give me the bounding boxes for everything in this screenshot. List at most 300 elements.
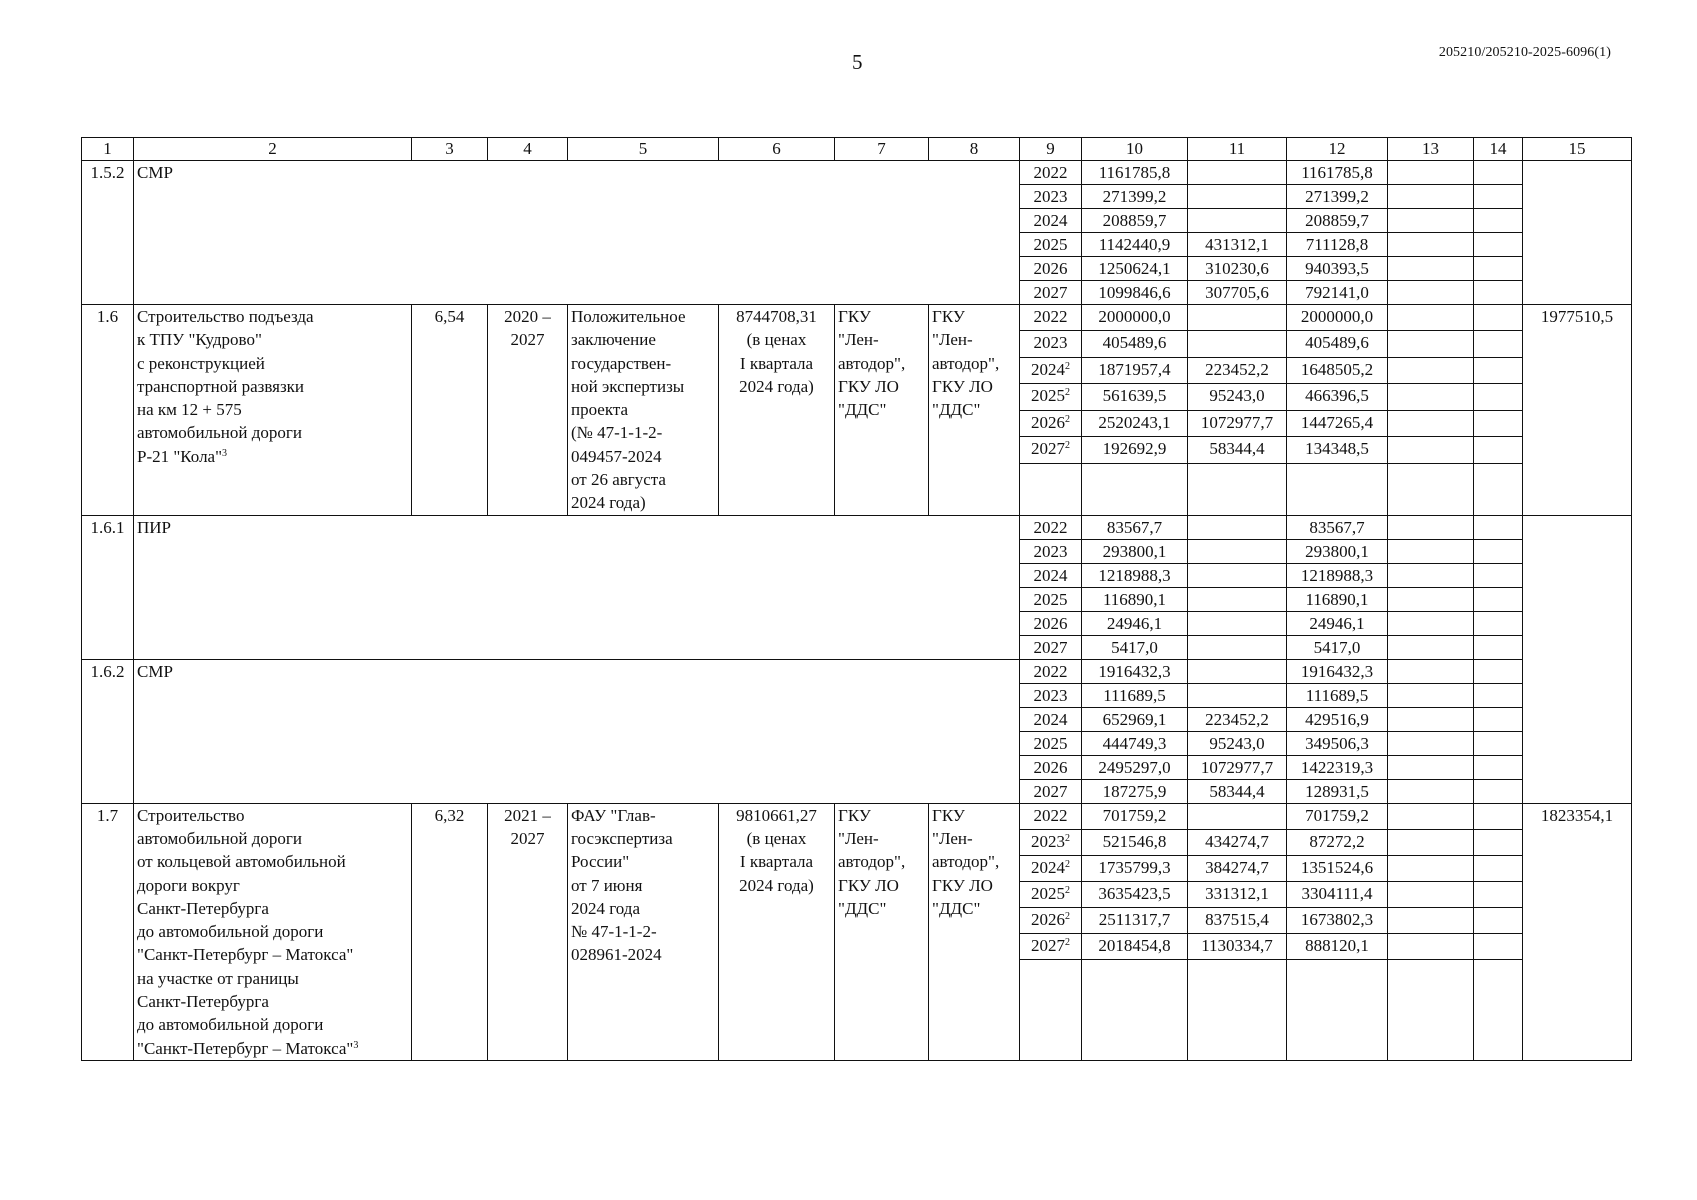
year-cell [1020, 384, 1082, 410]
year-value: 2022 [1033, 661, 1068, 681]
cell-line: автодор", [932, 353, 1000, 373]
federal-cell: 310230,6 [1188, 257, 1287, 281]
column-number: 15 [1523, 138, 1632, 161]
regional-cell: 111689,5 [1287, 683, 1388, 707]
year-value: 2022 [1033, 517, 1068, 537]
federal-cell [1188, 331, 1287, 357]
column-number: 6 [719, 138, 835, 161]
cell-line: ГКУ ЛО [838, 875, 899, 895]
regional-cell: 24946,1 [1287, 611, 1388, 635]
total-cell: 3635423,5 [1082, 881, 1188, 907]
year-value: 2023 [1033, 685, 1068, 705]
year-value: 2027 [1033, 283, 1068, 302]
regional-cell: 134348,5 [1287, 437, 1388, 463]
cell-line: от кольцевой автомобильной [137, 852, 346, 872]
period-years [488, 305, 568, 516]
year-cell [1020, 563, 1082, 587]
col13-cell [1388, 731, 1474, 755]
federal-cell [1188, 659, 1287, 683]
col14-cell [1474, 907, 1523, 933]
cell-line: 2027 [510, 330, 545, 350]
total-cell: 24946,1 [1082, 611, 1188, 635]
cell-line: автомобильной дороги [137, 423, 302, 443]
col13-cell [1388, 779, 1474, 803]
col14-cell [1474, 437, 1523, 463]
year-footnote: 2 [1065, 413, 1070, 425]
col14-cell [1474, 587, 1523, 611]
cell-line: ГКУ ЛО [932, 875, 993, 895]
filler-cell [1287, 463, 1388, 515]
cell-line: от 7 июня [571, 875, 643, 895]
cell-line: 2024 года) [739, 875, 814, 895]
federal-cell: 58344,4 [1188, 437, 1287, 463]
federal-cell: 1130334,7 [1188, 933, 1287, 959]
table-body [82, 138, 1632, 1061]
year-cell [1020, 683, 1082, 707]
cell-line: 9810661,27 [736, 805, 817, 825]
expertise-conclusion [568, 305, 719, 516]
total-cell: 1916432,3 [1082, 659, 1188, 683]
cell-line: России" [571, 852, 630, 872]
cell-line: с реконструкцией [137, 353, 265, 373]
col14-cell [1474, 707, 1523, 731]
total-cell: 2520243,1 [1082, 410, 1188, 436]
object-name [134, 803, 412, 1060]
regional-cell: 429516,9 [1287, 707, 1388, 731]
year-value: 2026 [1031, 412, 1065, 432]
year-value: 2023 [1031, 831, 1065, 851]
total-cell: 701759,2 [1082, 803, 1188, 829]
column-number: 2 [134, 138, 412, 161]
filler-cell [1082, 463, 1188, 515]
federal-cell: 1072977,7 [1188, 410, 1287, 436]
total-cell: 83567,7 [1082, 515, 1188, 539]
filler-cell [1474, 959, 1523, 1060]
cell-line: I квартала [739, 353, 814, 373]
col14-cell [1474, 515, 1523, 539]
cell-line: "Лен- [932, 330, 973, 350]
cell-line: "ДДС" [838, 400, 887, 420]
cell-line: 2024 года) [739, 376, 814, 396]
cell-line: "Санкт-Петербург – Матокса" [137, 1038, 354, 1058]
column-number: 13 [1388, 138, 1474, 161]
regional-cell: 83567,7 [1287, 515, 1388, 539]
filler-cell [1287, 959, 1388, 1060]
subsection-row [82, 515, 1632, 539]
year-value: 2025 [1031, 386, 1065, 406]
year-cell [1020, 933, 1082, 959]
col13-cell [1388, 305, 1474, 331]
cell-line: ГКУ ЛО [932, 376, 993, 396]
column-number: 7 [835, 138, 929, 161]
cell-line: от 26 августа [571, 470, 666, 490]
year-value: 2026 [1031, 909, 1065, 929]
year-cell [1020, 410, 1082, 436]
total-cell: 1161785,8 [1082, 161, 1188, 185]
year-footnote: 2 [1065, 858, 1070, 870]
col13-cell [1388, 539, 1474, 563]
year-value: 2024 [1031, 857, 1065, 877]
year-value: 2022 [1033, 805, 1068, 825]
total-cell: 521546,8 [1082, 829, 1188, 855]
federal-cell [1188, 539, 1287, 563]
cell-line: "ДДС" [932, 400, 981, 420]
col14-cell [1474, 161, 1523, 185]
federal-cell: 58344,4 [1188, 779, 1287, 803]
col14-cell [1474, 659, 1523, 683]
total-cell: 2018454,8 [1082, 933, 1188, 959]
col14-cell [1474, 779, 1523, 803]
estimated-cost [719, 803, 835, 1060]
column-number: 11 [1188, 138, 1287, 161]
cell-line: ГКУ ЛО [838, 376, 899, 396]
regional-cell: 3304111,4 [1287, 881, 1388, 907]
cell-line: 2027 [510, 828, 545, 848]
regional-cell: 1351524,6 [1287, 855, 1388, 881]
col15-empty [1523, 161, 1632, 305]
page-number: 5 [852, 50, 863, 74]
col13-cell [1388, 587, 1474, 611]
cell-line: Строительство [137, 805, 245, 825]
row-number: 1.6 [82, 305, 134, 516]
cell-line: "Лен- [838, 828, 879, 848]
col14-cell [1474, 209, 1523, 233]
cell-line: "ДДС" [838, 898, 887, 918]
federal-cell: 95243,0 [1188, 384, 1287, 410]
row-number: 1.5.2 [82, 161, 134, 305]
regional-cell: 1648505,2 [1287, 357, 1388, 383]
year-value: 2025 [1031, 883, 1065, 903]
total-cell: 208859,7 [1082, 209, 1188, 233]
year-value: 2027 [1031, 439, 1065, 459]
cell-line: ной экспертизы [571, 376, 685, 396]
col13-cell [1388, 611, 1474, 635]
col14-cell [1474, 257, 1523, 281]
col14-cell [1474, 933, 1523, 959]
total-cell: 116890,1 [1082, 587, 1188, 611]
total-cell: 1735799,3 [1082, 855, 1188, 881]
cell-line: Санкт-Петербурга [137, 992, 269, 1012]
year-value: 2023 [1033, 187, 1068, 206]
federal-cell [1188, 209, 1287, 233]
year-cell [1020, 755, 1082, 779]
year-value: 2027 [1031, 935, 1065, 955]
federal-cell: 384274,7 [1188, 855, 1287, 881]
customer [835, 803, 929, 1060]
year-value: 2027 [1033, 781, 1068, 801]
federal-cell: 1072977,7 [1188, 755, 1287, 779]
cell-line: ФАУ "Глав- [571, 805, 656, 825]
cell-line: на км 12 + 575 [137, 400, 242, 420]
year-cell [1020, 587, 1082, 611]
year-footnote: 2 [1065, 387, 1070, 399]
col14-cell [1474, 185, 1523, 209]
total-cell: 111689,5 [1082, 683, 1188, 707]
col14-cell [1474, 384, 1523, 410]
regional-cell: 293800,1 [1287, 539, 1388, 563]
regional-cell: 1916432,3 [1287, 659, 1388, 683]
cell-line: 2024 года [571, 898, 641, 918]
cell-line: к ТПУ "Кудрово" [137, 330, 262, 350]
year-value: 2026 [1033, 259, 1068, 278]
col14-cell [1474, 331, 1523, 357]
col13-cell [1388, 161, 1474, 185]
year-cell [1020, 803, 1082, 829]
year-footnote: 2 [1065, 910, 1070, 922]
col13-cell [1388, 881, 1474, 907]
total-cell: 405489,6 [1082, 331, 1188, 357]
total-cell: 1099846,6 [1082, 281, 1188, 305]
cell-line: № 47-1-1-2- [571, 922, 657, 942]
year-value: 2024 [1033, 565, 1068, 585]
expertise-conclusion [568, 803, 719, 1060]
regional-cell: 1447265,4 [1287, 410, 1388, 436]
cell-line: государствен- [571, 353, 672, 373]
federal-cell: 95243,0 [1188, 731, 1287, 755]
total-cell: 5417,0 [1082, 635, 1188, 659]
subsection-name: СМР [134, 161, 1020, 305]
regional-cell: 940393,5 [1287, 257, 1388, 281]
regional-cell: 116890,1 [1287, 587, 1388, 611]
col13-cell [1388, 683, 1474, 707]
column-number: 10 [1082, 138, 1188, 161]
col13-cell [1388, 384, 1474, 410]
col13-cell [1388, 707, 1474, 731]
federal-cell [1188, 161, 1287, 185]
col13-cell [1388, 563, 1474, 587]
object-row [82, 803, 1632, 829]
cell-line: ГКУ [838, 805, 871, 825]
column-number: 5 [568, 138, 719, 161]
year-cell [1020, 209, 1082, 233]
year-footnote: 2 [1065, 440, 1070, 452]
subsection-name: СМР [134, 659, 1020, 803]
cell-line: "ДДС" [932, 898, 981, 918]
length-km: 6,54 [412, 305, 488, 516]
year-cell [1020, 161, 1082, 185]
column-number: 8 [929, 138, 1020, 161]
regional-cell: 701759,2 [1287, 803, 1388, 829]
col14-cell [1474, 683, 1523, 707]
year-value: 2025 [1033, 589, 1068, 609]
year-cell [1020, 829, 1082, 855]
year-value: 2022 [1033, 307, 1068, 326]
cell-line: на участке от границы [137, 968, 299, 988]
total-cell: 1871957,4 [1082, 357, 1188, 383]
cell-line: автодор", [932, 852, 1000, 872]
federal-cell [1188, 611, 1287, 635]
col13-cell [1388, 233, 1474, 257]
year-cell [1020, 659, 1082, 683]
cell-line: автодор", [838, 353, 906, 373]
regional-cell: 87272,2 [1287, 829, 1388, 855]
year-cell [1020, 707, 1082, 731]
col14-cell [1474, 635, 1523, 659]
col14-cell [1474, 881, 1523, 907]
year-footnote: 2 [1065, 936, 1070, 948]
object-row [82, 305, 1632, 331]
subsection-row [82, 659, 1632, 683]
col14-cell [1474, 281, 1523, 305]
year-cell [1020, 257, 1082, 281]
developer [929, 803, 1020, 1060]
object-name [134, 305, 412, 516]
cell-line: автомобильной дороги [137, 828, 302, 848]
subsection-name: ПИР [134, 515, 1020, 659]
year-cell [1020, 515, 1082, 539]
length-km: 6,32 [412, 803, 488, 1060]
federal-cell: 837515,4 [1188, 907, 1287, 933]
year-cell [1020, 331, 1082, 357]
col14-cell [1474, 539, 1523, 563]
year-cell [1020, 185, 1082, 209]
year-cell [1020, 855, 1082, 881]
filler-cell [1388, 959, 1474, 1060]
column-number: 9 [1020, 138, 1082, 161]
regional-cell: 792141,0 [1287, 281, 1388, 305]
col13-cell [1388, 855, 1474, 881]
total-cell: 192692,9 [1082, 437, 1188, 463]
col13-cell [1388, 437, 1474, 463]
col13-cell [1388, 185, 1474, 209]
federal-cell [1188, 305, 1287, 331]
federal-cell: 431312,1 [1188, 233, 1287, 257]
filler-cell [1474, 463, 1523, 515]
column-number: 4 [488, 138, 568, 161]
cell-line: "Санкт-Петербург – Матокса" [137, 945, 354, 965]
regional-cell: 208859,7 [1287, 209, 1388, 233]
year-cell [1020, 357, 1082, 383]
col13-cell [1388, 281, 1474, 305]
year-footnote: 2 [1065, 832, 1070, 844]
cell-line: ГКУ [838, 307, 871, 326]
cell-line: госэкспертиза [571, 828, 673, 848]
col13-cell [1388, 410, 1474, 436]
col14-cell [1474, 563, 1523, 587]
cell-line: 2024 года) [571, 493, 646, 513]
cell-line: 028961-2024 [571, 945, 662, 965]
federal-cell: 307705,6 [1188, 281, 1287, 305]
regional-cell: 349506,3 [1287, 731, 1388, 755]
total-cell: 652969,1 [1082, 707, 1188, 731]
total-cell: 187275,9 [1082, 779, 1188, 803]
name-footnote: 3 [353, 1039, 359, 1051]
cell-line: 2020 – [504, 307, 551, 326]
col14-cell [1474, 855, 1523, 881]
year-value: 2022 [1033, 163, 1068, 182]
cell-line: Положительное [571, 307, 686, 326]
total-cell: 2511317,7 [1082, 907, 1188, 933]
col14-cell [1474, 755, 1523, 779]
filler-cell [1188, 463, 1287, 515]
year-footnote: 2 [1065, 360, 1070, 372]
regional-cell: 1422319,3 [1287, 755, 1388, 779]
row-number: 1.7 [82, 803, 134, 1060]
cell-line: Строительство подъезда [137, 307, 314, 326]
year-value: 2024 [1033, 709, 1068, 729]
cell-line: транспортной развязки [137, 376, 305, 396]
filler-cell [1082, 959, 1188, 1060]
row-number: 1.6.2 [82, 659, 134, 803]
year-cell [1020, 907, 1082, 933]
estimated-cost [719, 305, 835, 516]
row-number: 1.6.1 [82, 515, 134, 659]
federal-cell [1188, 587, 1287, 611]
federal-cell [1188, 683, 1287, 707]
program-table [81, 137, 1632, 1061]
col14-cell [1474, 731, 1523, 755]
filler-cell [1188, 959, 1287, 1060]
filler-cell [1388, 463, 1474, 515]
cell-line: (в ценах [746, 828, 807, 848]
regional-cell: 271399,2 [1287, 185, 1388, 209]
col13-cell [1388, 257, 1474, 281]
total-cell: 1250624,1 [1082, 257, 1188, 281]
col14-cell [1474, 357, 1523, 383]
column-number: 1 [82, 138, 134, 161]
regional-cell: 2000000,0 [1287, 305, 1388, 331]
total-cell: 1142440,9 [1082, 233, 1188, 257]
cell-line: (в ценах [746, 330, 807, 350]
year-cell [1020, 635, 1082, 659]
developer [929, 305, 1020, 516]
cell-line: 049457-2024 [571, 446, 662, 466]
year-value: 2025 [1033, 235, 1068, 254]
cell-line: проекта [571, 400, 629, 420]
total-cell: 1218988,3 [1082, 563, 1188, 587]
subsection-row [82, 161, 1632, 185]
col14-cell [1474, 829, 1523, 855]
total-cell: 444749,3 [1082, 731, 1188, 755]
period-years [488, 803, 568, 1060]
column-number: 3 [412, 138, 488, 161]
regional-cell: 711128,8 [1287, 233, 1388, 257]
year-value: 2025 [1033, 733, 1068, 753]
year-cell [1020, 305, 1082, 331]
federal-cell: 223452,2 [1188, 707, 1287, 731]
year-cell [1020, 881, 1082, 907]
federal-cell: 434274,7 [1188, 829, 1287, 855]
filler-cell [1020, 959, 1082, 1060]
regional-cell: 1161785,8 [1287, 161, 1388, 185]
col14-cell [1474, 233, 1523, 257]
col14-cell [1474, 611, 1523, 635]
col14-cell [1474, 305, 1523, 331]
cell-line: заключение [571, 330, 656, 350]
year-value: 2026 [1033, 757, 1068, 777]
total-cell: 2495297,0 [1082, 755, 1188, 779]
cell-line: "Лен- [932, 828, 973, 848]
year-value: 2024 [1033, 211, 1068, 230]
col13-cell [1388, 755, 1474, 779]
cell-line: "Лен- [838, 330, 879, 350]
cell-line: дороги вокруг [137, 875, 240, 895]
cell-line: Санкт-Петербурга [137, 898, 269, 918]
filler-cell [1020, 463, 1082, 515]
year-cell [1020, 611, 1082, 635]
regional-cell: 466396,5 [1287, 384, 1388, 410]
name-footnote: 3 [222, 447, 228, 459]
customer [835, 305, 929, 516]
federal-cell [1188, 563, 1287, 587]
col14-cell [1474, 410, 1523, 436]
cell-line: 2021 – [504, 805, 551, 825]
regional-cell: 1673802,3 [1287, 907, 1388, 933]
regional-cell: 1218988,3 [1287, 563, 1388, 587]
cell-line: 8744708,31 [736, 307, 817, 326]
year-value: 2023 [1033, 333, 1068, 353]
year-value: 2023 [1033, 541, 1068, 561]
